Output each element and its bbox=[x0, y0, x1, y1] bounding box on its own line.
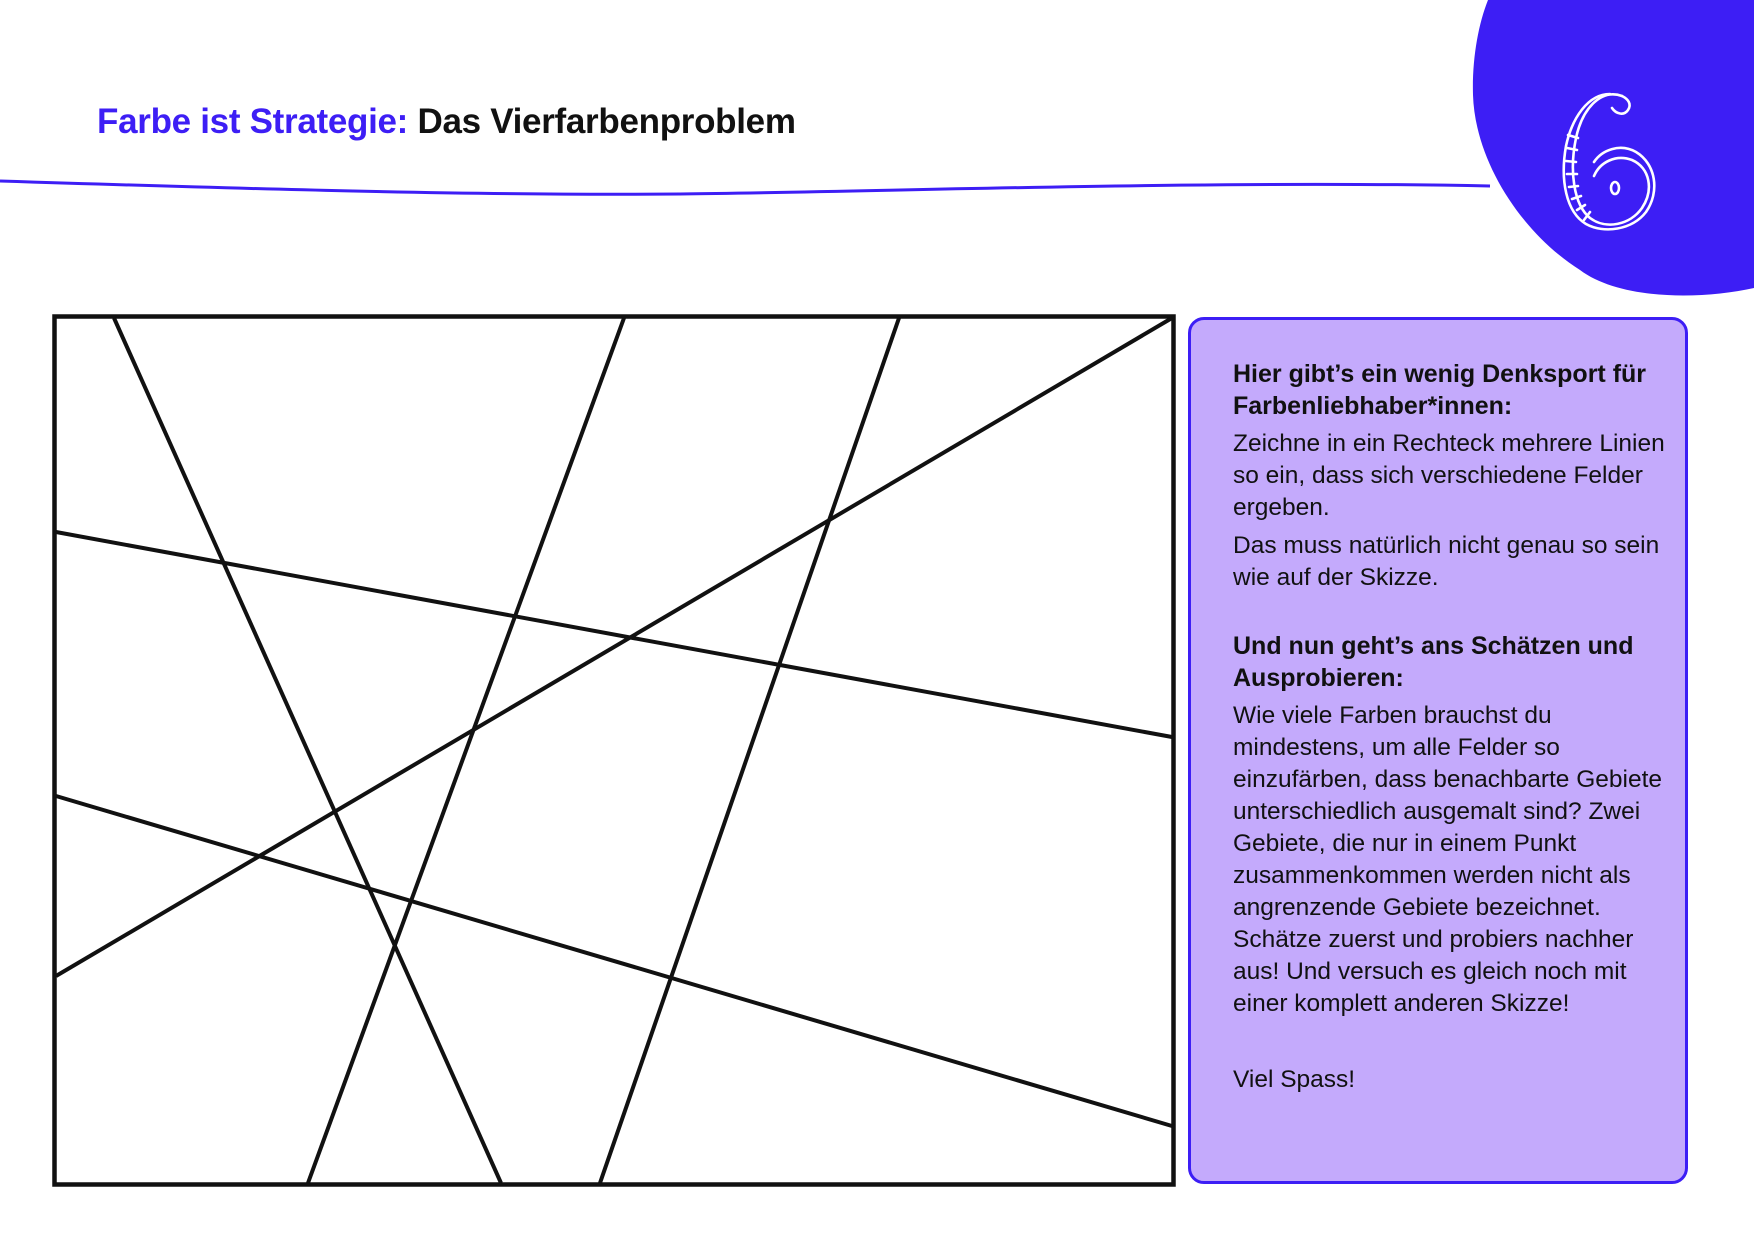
sketch-rectangle bbox=[55, 317, 1174, 1185]
sketch-line bbox=[56, 318, 1172, 976]
title-accent: Farbe ist Strategie: bbox=[97, 102, 409, 141]
title-main: Das Vierfarbenproblem bbox=[417, 102, 796, 141]
info-paragraph-note: Das muss natürlich nicht genau so sein wie auf der Skizze. bbox=[1233, 532, 1660, 591]
sketch-line bbox=[56, 532, 1172, 737]
sketch-line bbox=[56, 796, 1172, 1126]
info-heading-denksport: Hier gibt’s ein wenig Denksport für Farbenliebhaber*innen: bbox=[1233, 360, 1647, 420]
sketch-line bbox=[308, 318, 624, 1183]
info-paragraph-question: Wie viele Farben brauchst du mindestens, um alle Felder so einzufärben, dass benachbarte Gebiete unterschiedlich ausgemalt sind? Zwei Gebiete, die nur in einem Punkt zusammenkommen werden nicht als angrenzende Gebiete bezeichnet. Schätze zuerst und probiers nachher aus! Und versuch es gleich noch mit einer komplett anderen Skizze! bbox=[1233, 702, 1663, 1017]
info-paragraph-instructions: Zeichne in ein Rechteck mehrere Linien so ein, dass sich verschiedene Felder ergeben. bbox=[1233, 430, 1665, 521]
info-closing: Viel Spass! bbox=[1233, 1066, 1356, 1093]
sketch-line bbox=[600, 318, 899, 1183]
info-heading-estimate: Und nun geht’s ans Schätzen und Ausprobieren: bbox=[1233, 632, 1634, 692]
sketch-line bbox=[114, 318, 501, 1183]
info-box bbox=[1188, 317, 1688, 1184]
